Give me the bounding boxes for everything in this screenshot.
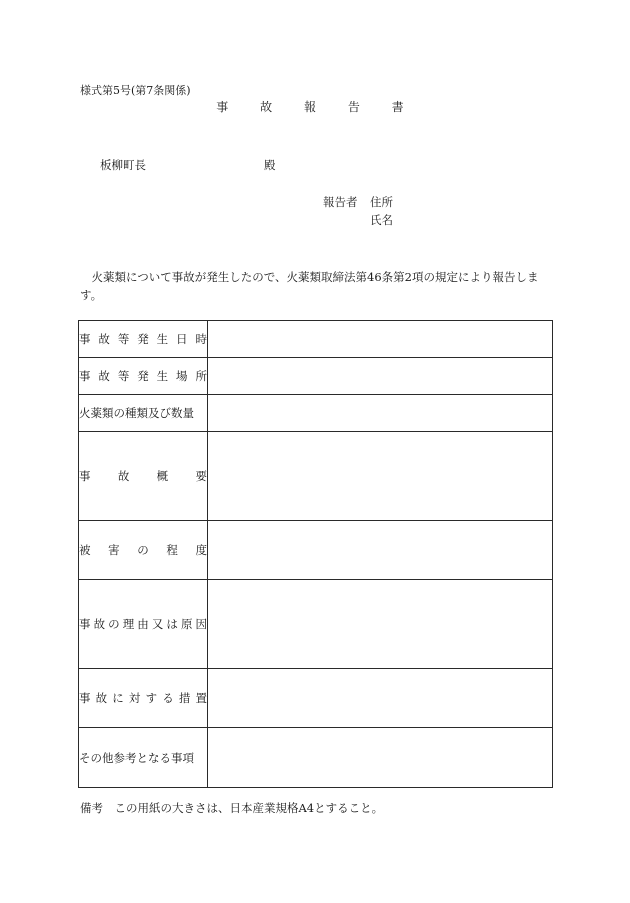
reporter-label: 報告者 (323, 195, 358, 209)
title-char: 報 (303, 100, 316, 114)
name-label: 氏名 (370, 213, 393, 227)
row-label-text: その他参考となる事項 (79, 750, 194, 765)
table-row (79, 580, 553, 669)
row-label (79, 580, 208, 669)
report-table (78, 320, 553, 788)
row-label (79, 521, 208, 580)
note: 備考 この用紙の大きさは、日本産業規格A4とすること。 (80, 801, 384, 815)
body-text: 火薬類について事故が発生したので、火薬類取締法第46条第2項の規定により報告します。 (80, 270, 539, 302)
row-label-text: 火薬類の種類及び数量 (79, 406, 194, 420)
form-number: 様式第5号(第7条関係) (80, 84, 191, 97)
row-label-text: 事 故 等 発 生 場 所 (79, 369, 207, 383)
title-char: 故 (260, 100, 273, 114)
row-label (79, 432, 208, 521)
row-value[interactable] (208, 580, 553, 669)
table-row (79, 395, 553, 432)
row-label (79, 358, 208, 395)
title-char: 告 (347, 100, 360, 114)
row-value[interactable] (208, 728, 553, 788)
row-value[interactable] (208, 521, 553, 580)
row-value[interactable] (208, 321, 553, 358)
row-label (79, 669, 208, 728)
honorific: 殿 (264, 158, 276, 172)
row-label (79, 321, 208, 358)
title-char: 事 (216, 100, 229, 114)
document-title (0, 98, 630, 115)
title-char: 書 (391, 100, 404, 114)
table-row (79, 521, 553, 580)
row-value[interactable] (208, 669, 553, 728)
row-value[interactable] (208, 395, 553, 432)
row-label-text: 事 故 概 要 (79, 469, 207, 483)
table-row (79, 432, 553, 521)
row-value[interactable] (208, 432, 553, 521)
table-row (79, 321, 553, 358)
row-label-text: 事 故 の 理 由 又 は 原 因 (79, 617, 207, 631)
address-label: 住所 (370, 195, 393, 209)
row-label-text: 事 故 等 発 生 日 時 (79, 332, 207, 346)
row-label-text: 事 故 に 対 す る 措 置 (79, 691, 207, 705)
row-value[interactable] (208, 358, 553, 395)
table-row (79, 728, 553, 788)
table-row (79, 358, 553, 395)
addressee: 板柳町長 (100, 158, 146, 172)
table-row (79, 669, 553, 728)
row-label (79, 395, 208, 432)
row-label (79, 728, 208, 788)
row-label-text: 被 害 の 程 度 (79, 543, 207, 557)
